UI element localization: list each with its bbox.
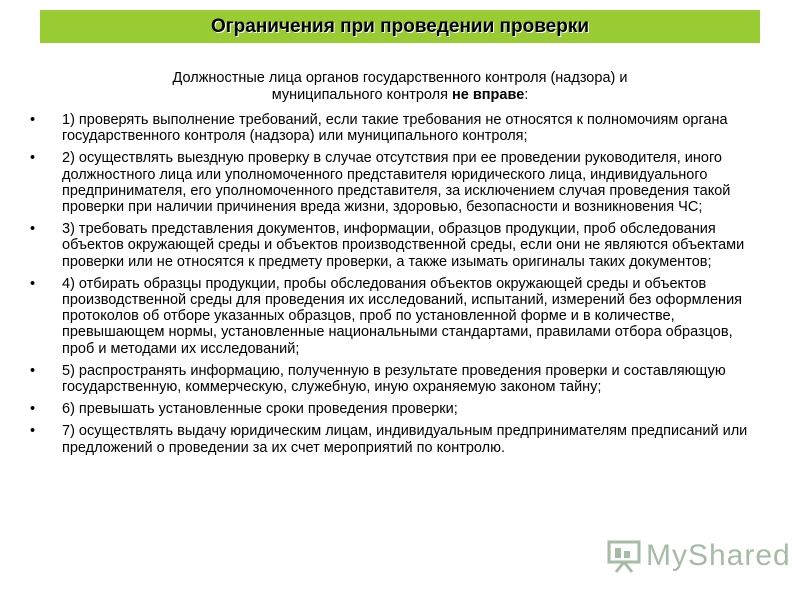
bullet-icon: • (30, 423, 36, 440)
list-item-text: 3) требовать представления документов, информации, образцов продукции, проб обследования объектов окружающей среды и объектов производственной среды, если они не являются объектами проверки или не относятся к предмету проверки, а также изымать оригиналы таких документов; (62, 221, 745, 270)
watermark (606, 538, 791, 574)
list-item (28, 150, 758, 215)
list-item (28, 401, 758, 417)
intro-line-2-end: : (524, 87, 529, 103)
watermark-text: MyShared (646, 539, 791, 572)
intro-line-2-start: муниципального контроля (271, 87, 453, 103)
slide-title: Ограничения при проведении проверки (210, 15, 590, 37)
list-item-text: 1) проверять выполнение требований, если такие требования не относятся к полномочиям органа государственного контроля (надзора) или муниципального контроля; (62, 112, 728, 145)
list-item (28, 363, 758, 395)
bullet-icon: • (30, 362, 36, 379)
list-item (28, 276, 758, 357)
list-item-text: 4) отбирать образцы продукции, пробы обследования объектов окружающей среды и объектов производственной среды для проведения их исследований, испытаний, измерений без оформления протоколов об отборе указанных образцов, проб по установленной форме и в количестве, превышающем нормы, установленные национальными стандартами, правилами отбора образцов, проб и методами их исследований; (62, 275, 743, 357)
presentation-board-icon (606, 538, 642, 574)
bullet-icon: • (30, 221, 36, 238)
bullet-icon: • (30, 112, 36, 128)
intro-line-1: Должностные лица органов государственного контроля (надзора) и (172, 70, 628, 86)
list-item-text: 5) распространять информацию, полученную в результате проведения проверки и составляющую государственную, коммерческую, служебную, иную охраняемую законом тайну; (62, 362, 726, 396)
restrictions-list (28, 112, 758, 462)
intro-emphasis: не вправе (452, 87, 525, 103)
list-item (28, 221, 758, 270)
list-item-text: 7) осуществлять выдачу юридическим лицам, индивидуальным предпринимателям предписаний или предложений о проведении за их счет мероприятий по контролю. (62, 423, 748, 456)
list-item-text: 2) осуществлять выездную проверку в случае отсутствия при ее проведении руководителя, иного должностного лица или уполномоченного представителя юридического лица, индивидуального предпринимателя, его уполномоченного представителя, за исключением случая проведения такой проверки при наличии причинения вреда жизни, здоровью, безопасности и возникновения ЧС; (62, 150, 731, 216)
intro-text (40, 70, 760, 104)
bullet-icon: • (30, 401, 36, 418)
list-item (28, 423, 758, 455)
bullet-icon: • (30, 150, 36, 167)
list-item-text: 6) превышать установленные сроки проведения проверки; (62, 401, 458, 418)
title-bar (40, 10, 760, 43)
bullet-icon: • (30, 275, 36, 292)
list-item (28, 112, 758, 144)
